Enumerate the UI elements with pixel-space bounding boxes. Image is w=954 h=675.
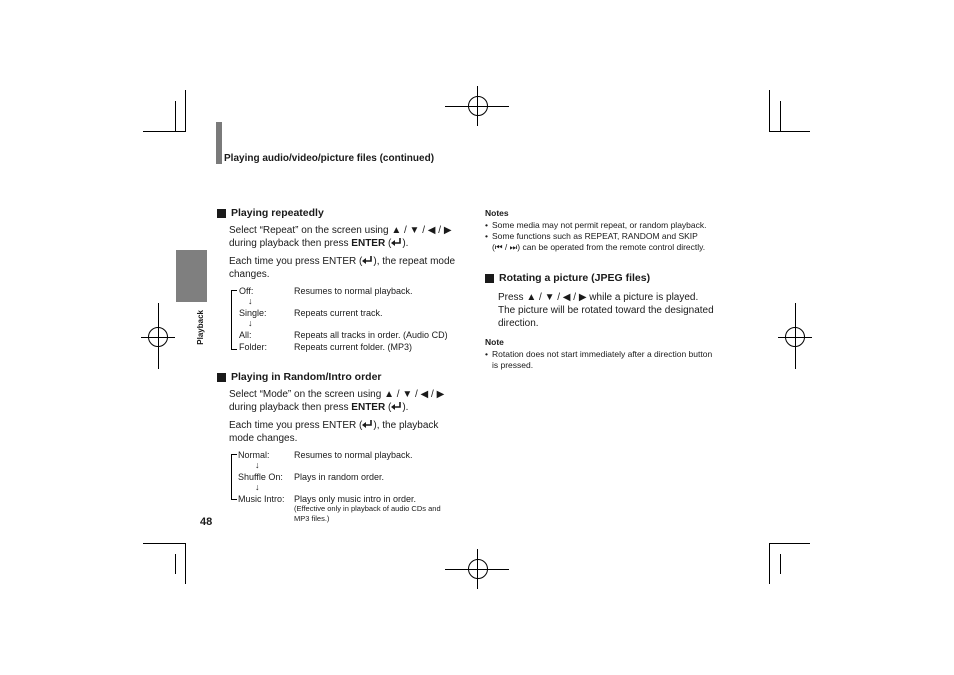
random-mode-term: Shuffle On: (238, 472, 283, 482)
enter-key-icon (362, 420, 373, 429)
repeat-each-time: Each time you press ENTER ( ), the repeat mode changes. (229, 256, 456, 280)
notes-item: • Some media may not permit repeat, or random playback. (485, 220, 707, 230)
repeat-mode-desc: Resumes to normal playback. (294, 286, 413, 296)
enter-key-icon (391, 238, 402, 247)
repeat-mode-term: Off: (239, 286, 254, 296)
repeat-mode-desc: Repeats current track. (294, 308, 383, 318)
random-mode-term: Music Intro: (238, 494, 285, 504)
enter-key-icon (362, 256, 373, 265)
random-each-time: Each time you press ENTER ( ), the playback mode changes. (229, 420, 439, 444)
section-square-icon (217, 373, 226, 382)
rotate-section-heading: Rotating a picture (JPEG files) (485, 272, 650, 284)
random-mode-desc: Plays in random order. (294, 472, 385, 482)
repeat-mode-desc: Repeats all tracks in order. (Audio CD) (294, 330, 448, 340)
direction-arrows-icon: ▲ / ▼ / ◀ / ▶ (526, 292, 587, 303)
side-tab-label: Playback (196, 310, 205, 345)
section-square-icon (485, 274, 494, 283)
bullet-icon: • (485, 220, 488, 230)
direction-arrows-icon: ▲ / ▼ / ◀ / ▶ (384, 389, 445, 400)
random-mode-term: Normal: (238, 450, 270, 460)
bullet-icon: • (485, 231, 488, 241)
down-arrow-icon: ↓ (248, 318, 253, 328)
notes-item: • Some functions such as REPEAT, RANDOM and SKIP (⏮ / ⏭) can be operated from the remote control directly. (485, 231, 706, 252)
down-arrow-icon: ↓ (255, 482, 260, 492)
page-number: 48 (200, 516, 213, 528)
note-title: Note (485, 337, 504, 347)
repeat-mode-term: Folder: (239, 342, 268, 352)
header-bar (216, 122, 222, 164)
section-square-icon (217, 209, 226, 218)
rotate-instruction: Press ▲ / ▼ / ◀ / ▶ while a picture is played. The picture will be rotated toward the designated direction. (498, 292, 714, 329)
random-mode-desc: Plays only music intro in order. (294, 494, 417, 504)
note-item: • Rotation does not start immediately after a direction button is pressed. (485, 349, 713, 370)
page-header-title: Playing audio/video/picture files (continued) (224, 153, 435, 164)
repeat-instruction: Select “Repeat” on the screen using ▲ / ▼ / ◀ / ▶ during playback then press ENTER ( ). (229, 225, 452, 249)
repeat-mode-term: All: (239, 330, 252, 340)
side-tab (176, 250, 207, 302)
down-arrow-icon: ↓ (255, 460, 260, 470)
enter-key-icon (391, 402, 402, 411)
repeat-mode-desc: Repeats current folder. (MP3) (294, 342, 413, 352)
random-mode-desc: Resumes to normal playback. (294, 450, 413, 460)
repeat-mode-term: Single: (239, 308, 267, 318)
random-footnote: (Effective only in playback of audio CDs and MP3 files.) (294, 504, 441, 523)
notes-title: Notes (485, 208, 509, 218)
random-instruction: Select “Mode” on the screen using ▲ / ▼ / ◀ / ▶ during playback then press ENTER ( ). (229, 389, 445, 413)
bullet-icon: • (485, 349, 488, 359)
skip-icon: ⏮ / ⏭ (494, 242, 518, 252)
repeat-section-heading: Playing repeatedly (217, 207, 324, 219)
down-arrow-icon: ↓ (248, 296, 253, 306)
direction-arrows-icon: ▲ / ▼ / ◀ / ▶ (391, 225, 452, 236)
random-section-heading: Playing in Random/Intro order (217, 371, 382, 383)
